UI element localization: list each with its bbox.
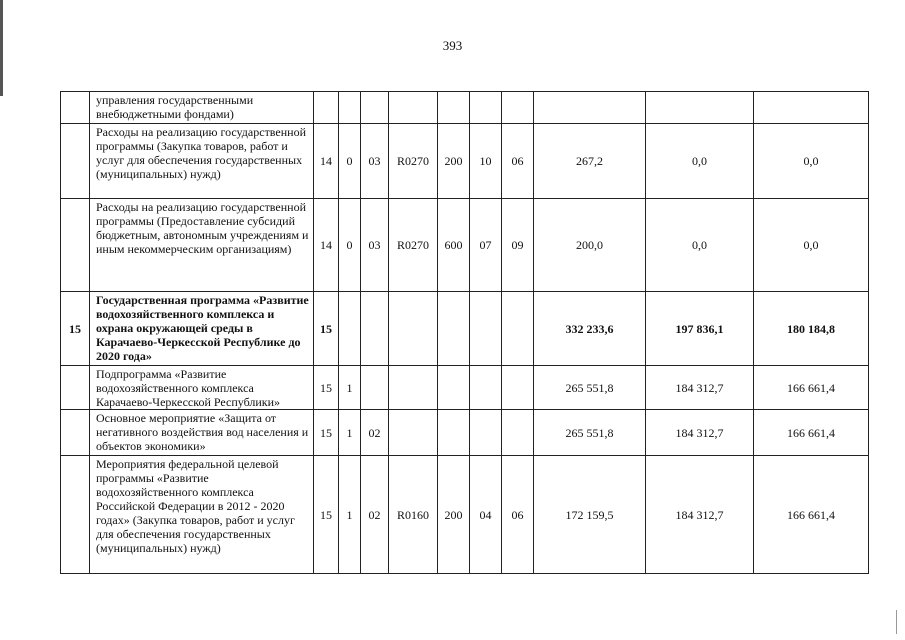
row-number [61,124,90,199]
direction-code [389,366,438,410]
expense-type-code: 600 [438,199,470,292]
amount-year-1: 267,2 [534,124,646,199]
measure-code [361,366,389,410]
direction-code [389,292,438,366]
amount-year-1: 172 159,5 [534,456,646,574]
section-code [470,92,502,124]
expense-type-code [438,366,470,410]
scan-margin-mark [896,610,897,634]
subsection-code: 06 [502,456,534,574]
measure-code [361,92,389,124]
subprogram-code [339,92,361,124]
amount-year-3: 166 661,4 [754,410,869,456]
program-code: 15 [314,410,339,456]
amount-year-1: 265 551,8 [534,366,646,410]
amount-year-2: 184 312,7 [646,366,754,410]
measure-code: 02 [361,410,389,456]
expense-type-code: 200 [438,456,470,574]
amount-year-2: 0,0 [646,124,754,199]
row-name: Государственная программа «Развитие водохозяйственного комплекса и охрана окружающей среды в Карачаево-Черкесской Республике до 2020 года» [90,292,314,366]
row-number: 15 [61,292,90,366]
subprogram-code: 1 [339,366,361,410]
program-code [314,92,339,124]
amount-year-2: 184 312,7 [646,456,754,574]
table-row [61,456,869,574]
program-code: 14 [314,199,339,292]
row-number [61,366,90,410]
amount-year-3: 180 184,8 [754,292,869,366]
amount-year-1: 332 233,6 [534,292,646,366]
amount-year-2: 197 836,1 [646,292,754,366]
row-name: Расходы на реализацию государственной программы (Закупка товаров, работ и услуг для обеспечения государственных (муниципальных) нужд) [90,124,314,199]
measure-code: 02 [361,456,389,574]
direction-code: R0160 [389,456,438,574]
amount-year-3 [754,92,869,124]
section-code [470,292,502,366]
amount-year-2: 184 312,7 [646,410,754,456]
measure-code [361,292,389,366]
table-row [61,92,869,124]
direction-code: R0270 [389,124,438,199]
table-row [61,124,869,199]
row-name: Подпрограмма «Развитие водохозяйственного комплекса Карачаево-Черкесской Республики» [90,366,314,410]
page-number: 393 [442,38,463,53]
row-name: Расходы на реализацию государственной программы (Предоставление субсидий бюджетным, автономным учреждениям и иным некоммерческим организациям) [90,199,314,292]
expense-type-code [438,92,470,124]
direction-code [389,92,438,124]
subsection-code: 06 [502,124,534,199]
table-row [61,292,869,366]
amount-year-1 [534,92,646,124]
row-number [61,456,90,574]
program-code: 14 [314,124,339,199]
subsection-code [502,292,534,366]
subprogram-code: 1 [339,410,361,456]
program-code: 15 [314,292,339,366]
subprogram-code: 0 [339,199,361,292]
row-number [61,92,90,124]
amount-year-1: 265 551,8 [534,410,646,456]
subprogram-code [339,292,361,366]
section-code: 04 [470,456,502,574]
row-number [61,410,90,456]
table-row [61,366,869,410]
direction-code: R0270 [389,199,438,292]
table-row [61,199,869,292]
row-name: Мероприятия федеральной целевой программы «Развитие водохозяйственного комплекса Российской Федерации в 2012 - 2020 годах» (Закупка товаров, работ и услуг для обеспечения государственных (муниципальных) нужд) [90,456,314,574]
table-body [61,92,869,574]
direction-code [389,410,438,456]
expense-type-code [438,292,470,366]
section-code: 10 [470,124,502,199]
program-code: 15 [314,366,339,410]
measure-code: 03 [361,199,389,292]
measure-code: 03 [361,124,389,199]
amount-year-2 [646,92,754,124]
subsection-code [502,366,534,410]
amount-year-1: 200,0 [534,199,646,292]
subprogram-code: 0 [339,124,361,199]
amount-year-3: 166 661,4 [754,456,869,574]
amount-year-3: 0,0 [754,124,869,199]
section-code [470,366,502,410]
expense-type-code [438,410,470,456]
amount-year-3: 0,0 [754,199,869,292]
expense-type-code: 200 [438,124,470,199]
subsection-code [502,410,534,456]
subsection-code: 09 [502,199,534,292]
section-code [470,410,502,456]
row-name: Основное мероприятие «Защита от негативного воздействия вод населения и объектов экономики» [90,410,314,456]
row-name: управления государственными внебюджетными фондами) [90,92,314,124]
amount-year-3: 166 661,4 [754,366,869,410]
table-row [61,410,869,456]
subprogram-code: 1 [339,456,361,574]
subsection-code [502,92,534,124]
amount-year-2: 0,0 [646,199,754,292]
section-code: 07 [470,199,502,292]
program-code: 15 [314,456,339,574]
budget-table [60,91,869,574]
row-number [61,199,90,292]
